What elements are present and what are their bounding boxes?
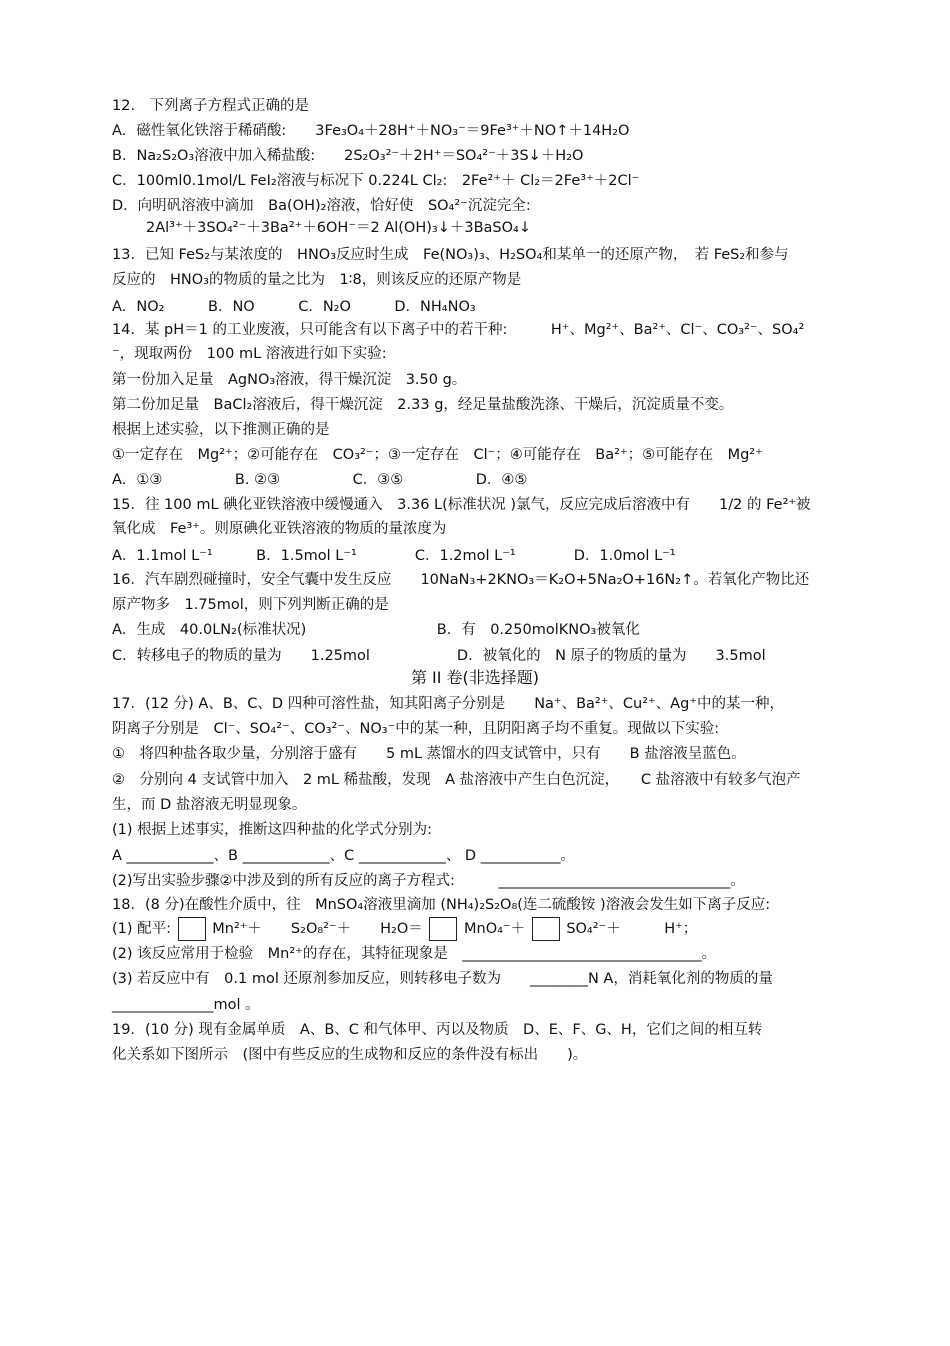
q18-part3-line2: ______________mol 。	[112, 997, 260, 1013]
q17-part2: (2)写出实验步骤②中涉及到的所有反应的离子方程式: ________________________________。	[112, 873, 745, 889]
q17-step-1: ① 将四种盐各取少量，分别溶于盛有 5 mL 蒸馏水的四支试管中，只有 B 盐溶液呈蓝色。	[112, 746, 746, 762]
coefficient-box-3[interactable]	[532, 917, 560, 941]
q14-stem-line1: 14．某 pH＝1 的工业废液，只可能含有以下离子中的若干种: H⁺、Mg²⁺、Ba²⁺、Cl⁻、CO₃²⁻、SO₄²	[112, 322, 805, 338]
coefficient-box-1[interactable]	[178, 917, 206, 941]
q18-prefix: (1) 配平:	[112, 921, 172, 937]
q18-eq-part2: MnO₄⁻＋	[464, 921, 526, 937]
q18-eq-part3: SO₄²⁻＋ H⁺；	[566, 921, 698, 937]
q18-eq-part1: Mn²⁺＋ S₂O₈²⁻＋ H₂O＝	[212, 921, 423, 937]
q14-statements: ①一定存在 Mg²⁺；②可能存在 CO₃²⁻；③一定存在 Cl⁻；④可能存在 Ba²⁺；⑤可能存在 Mg²⁺	[112, 447, 763, 463]
q17-part1: (1) 根据上述事实，推断这四种盐的化学式分别为:	[112, 822, 433, 838]
q15-stem-line2: 氧化成 Fe³⁺。则原碘化亚铁溶液的物质的量浓度为	[112, 521, 447, 537]
section-title: 第 II 卷(非选择题)	[410, 668, 540, 687]
q19-stem-line2: 化关系如下图所示 (图中有些反应的生成物和反应的条件没有标出 )。	[112, 1047, 588, 1063]
q18-part2: (2) 该反应常用于检验 Mn²⁺的存在，其特征现象是 _________________________________。	[112, 946, 717, 962]
q15-stem-line1: 15．往 100 mL 碘化亚铁溶液中缓慢通入 3.36 L(标准状况 )氯气，反应完成后溶液中有 1/2 的 Fe²⁺被	[112, 497, 811, 513]
q19-stem-line1: 19．(10 分) 现有金属单质 A、B、C 和气体甲、丙以及物质 D、E、F、G、H，它们之间的相互转	[112, 1022, 763, 1038]
q12-option-d-equation: 2Al³⁺＋3SO₄²⁻＋3Ba²⁺＋6OH⁻＝2 Al(OH)₃↓＋3BaSO₄↓	[146, 220, 531, 236]
q17-stem-line1: 17．(12 分) A、B、C、D 四种可溶性盐，知其阳离子分别是 Na⁺、Ba²⁺、Cu²⁺、Ag⁺中的某一种，	[112, 696, 784, 712]
q16-options-ab: A．生成 40.0LN₂(标准状况) B．有 0.250molKNO₃被氧化	[112, 622, 640, 638]
q13-options: A．NO₂ B．NO C．N₂O D．NH₄NO₃	[112, 299, 476, 315]
q17-step-2-line2: 生，而 D 盐溶液无明显现象。	[112, 797, 307, 813]
q16-stem-line2: 原产物多 1.75mol，则下列判断正确的是	[112, 597, 389, 613]
q14-prompt: 根据上述实验，以下推测正确的是	[112, 422, 330, 438]
q17-stem-line2: 阴离子分别是 Cl⁻、SO₄²⁻、CO₃²⁻、NO₃⁻中的某一种，且阴阳离子均不重复。现做以下实验:	[112, 721, 720, 737]
q14-experiment-2: 第二份加足量 BaCl₂溶液后，得干燥沉淀 2.33 g，经足量盐酸洗涤、干燥后，沉淀质量不变。	[112, 397, 734, 413]
q13-stem-line2: 反应的 HNO₃的物质的量之比为 1∶8，则该反应的还原产物是	[112, 272, 522, 288]
q16-stem-line1: 16．汽车剧烈碰撞时，安全气囊中发生反应 10NaN₃+2KNO₃＝K₂O+5Na₂O+16N₂↑。若氧化产物比还	[112, 572, 810, 588]
q17-step-2-line1: ② 分别向 4 支试管中加入 2 mL 稀盐酸，发现 A 盐溶液中产生白色沉淀， C 盐溶液中有较多气泡产	[112, 772, 801, 788]
q13-stem-line1: 13．已知 FeS₂与某浓度的 HNO₃反应时生成 Fe(NO₃)₃、H₂SO₄和某单一的还原产物， 若 FeS₂和参与	[112, 247, 789, 263]
q14-experiment-1: 第一份加入足量 AgNO₃溶液，得干燥沉淀 3.50 g。	[112, 372, 467, 388]
coefficient-box-2[interactable]	[429, 917, 457, 941]
q12-option-b: B．Na₂S₂O₃溶液中加入稀盐酸: 2S₂O₃²⁻＋2H⁺＝SO₄²⁻＋3S↓＋H₂O	[112, 148, 584, 164]
q12-option-a: A．磁性氧化铁溶于稀硝酸: 3Fe₃O₄＋28H⁺＋NO₃⁻＝9Fe³⁺＋NO↑＋14H₂O	[112, 123, 630, 139]
q14-options: A．①③ B. ②③ C．③⑤ D．④⑤	[112, 472, 528, 488]
q12-stem: 12. 下列离子方程式正确的是	[112, 98, 310, 114]
q18-stem: 18．(8 分)在酸性介质中，往 MnSO₄溶液里滴加 (NH₄)₂S₂O₈(连二硫酸铵 )溶液会发生如下离子反应:	[112, 897, 771, 913]
q15-options: A．1.1mol L⁻¹ B．1.5mol L⁻¹ C．1.2mol L⁻¹ D．1.0mol L⁻¹	[112, 548, 676, 564]
q16-options-cd: C．转移电子的物质的量为 1.25mol D．被氧化的 N 原子的物质的量为 3.5mol	[112, 648, 766, 664]
q14-stem-line2: ⁻，现取两份 100 mL 溶液进行如下实验:	[112, 346, 387, 362]
q18-part3-line1: (3) 若反应中有 0.1 mol 还原剂参加反应，则转移电子数为 ________N A，消耗氧化剂的物质的量	[112, 971, 773, 987]
q17-part1-blanks: A ____________、B ____________、C ____________、 D ___________。	[112, 848, 575, 864]
q18-balance-line	[112, 917, 697, 941]
q12-option-d: D．向明矾溶液中滴加 Ba(OH)₂溶液，恰好使 SO₄²⁻沉淀完全:	[112, 198, 531, 214]
q12-option-c: C．100ml0.1mol/L FeI₂溶液与标况下 0.224L Cl₂: 2Fe²⁺＋ Cl₂＝2Fe³⁺＋2Cl⁻	[112, 173, 640, 189]
